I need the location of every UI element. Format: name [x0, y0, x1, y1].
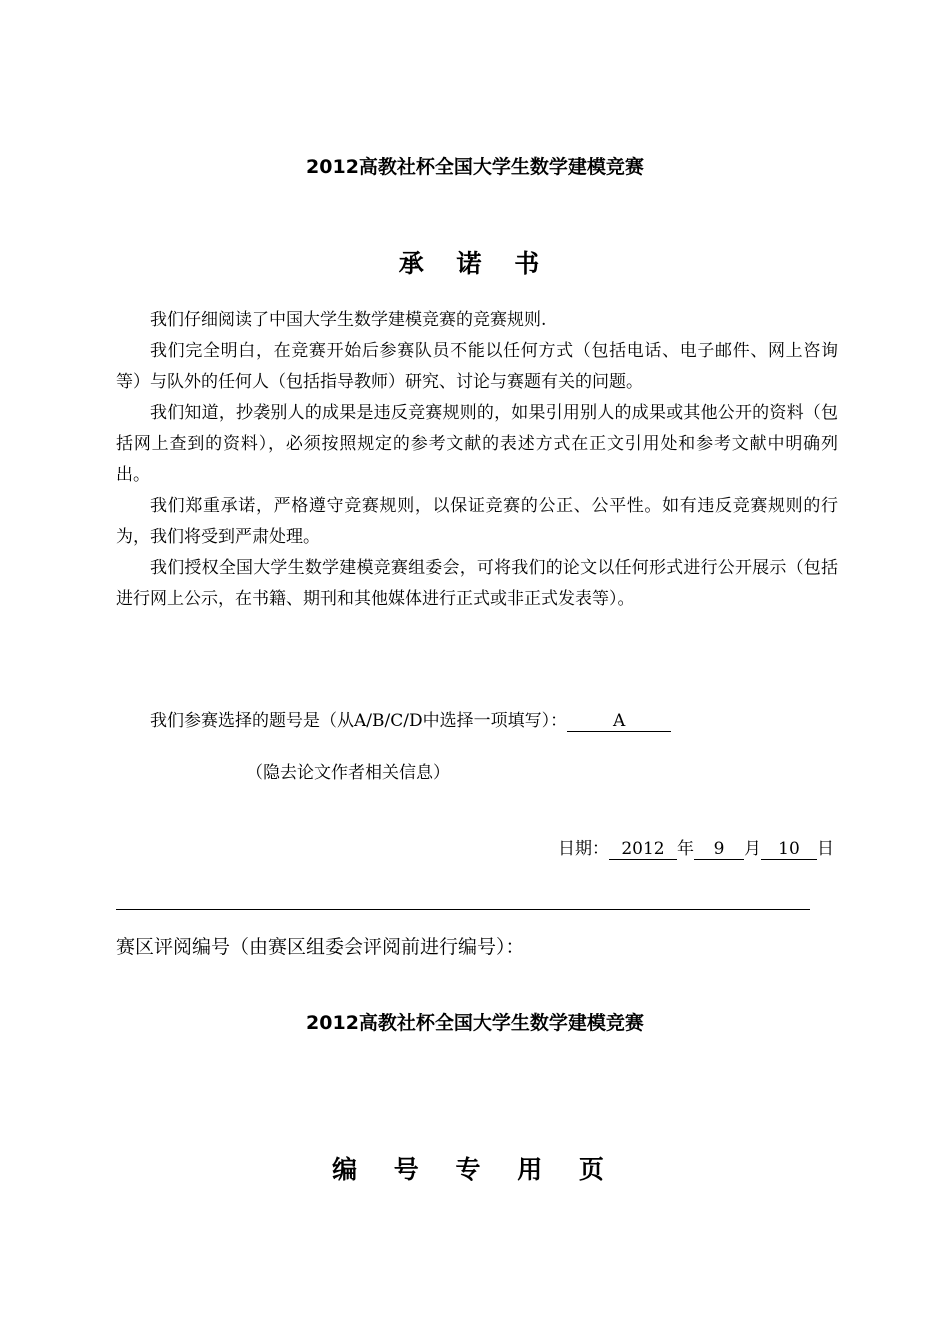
competition-title: 2012高教社杯全国大学生数学建模竞赛 [306, 156, 644, 178]
review-number-label: 赛区评阅编号（由赛区组委会评阅前进行编号）： [116, 936, 525, 958]
pledge-paragraph-4: 我们郑重承诺，严格遵守竞赛规则，以保证竞赛的公正、公平性。如有违反竞赛规则的行为，我们将受到严肃处理。 [116, 496, 838, 547]
section-divider [116, 909, 810, 910]
pledge-paragraph-3: 我们知道，抄袭别人的成果是违反竞赛规则的，如果引用别人的成果或其他公开的资料（包括网上查到的资料），必须按照规定的参考文献的表述方式在正文引用处和参考文献中明确列出。 [116, 403, 838, 485]
numbering-page-heading: 编 号 专 用 页 [332, 1155, 618, 1184]
date-month-field[interactable]: 9 [694, 839, 744, 860]
pledge-body [116, 305, 838, 615]
date-year-unit: 年 [677, 839, 694, 859]
date-line [558, 834, 834, 860]
problem-selection-value[interactable]: A [567, 711, 671, 732]
date-year-field[interactable]: 2012 [609, 839, 677, 860]
date-day-field[interactable]: 10 [761, 839, 817, 860]
date-label: 日期： [558, 839, 609, 859]
pledge-paragraph-1: 我们仔细阅读了中国大学生数学建模竞赛的竞赛规则. [150, 310, 547, 330]
date-month-unit: 月 [744, 839, 761, 859]
pledge-paragraph-5: 我们授权全国大学生数学建模竞赛组委会，可将我们的论文以任何形式进行公开展示（包括进行网上公示，在书籍、期刊和其他媒体进行正式或非正式发表等）。 [116, 558, 838, 609]
second-competition-title: 2012高教社杯全国大学生数学建模竞赛 [306, 1012, 644, 1034]
hidden-author-note: （隐去论文作者相关信息） [246, 763, 450, 783]
date-day-unit: 日 [817, 839, 834, 859]
problem-selection-line [150, 706, 671, 732]
pledge-paragraph-2: 我们完全明白，在竞赛开始后参赛队员不能以任何方式（包括电话、电子邮件、网上咨询等）与队外的任何人（包括指导教师）研究、讨论与赛题有关的问题。 [116, 341, 838, 392]
pledge-heading: 承 诺 书 [398, 249, 552, 278]
problem-selection-label: 我们参赛选择的题号是（从A/B/C/D中选择一项填写）： [150, 711, 568, 731]
